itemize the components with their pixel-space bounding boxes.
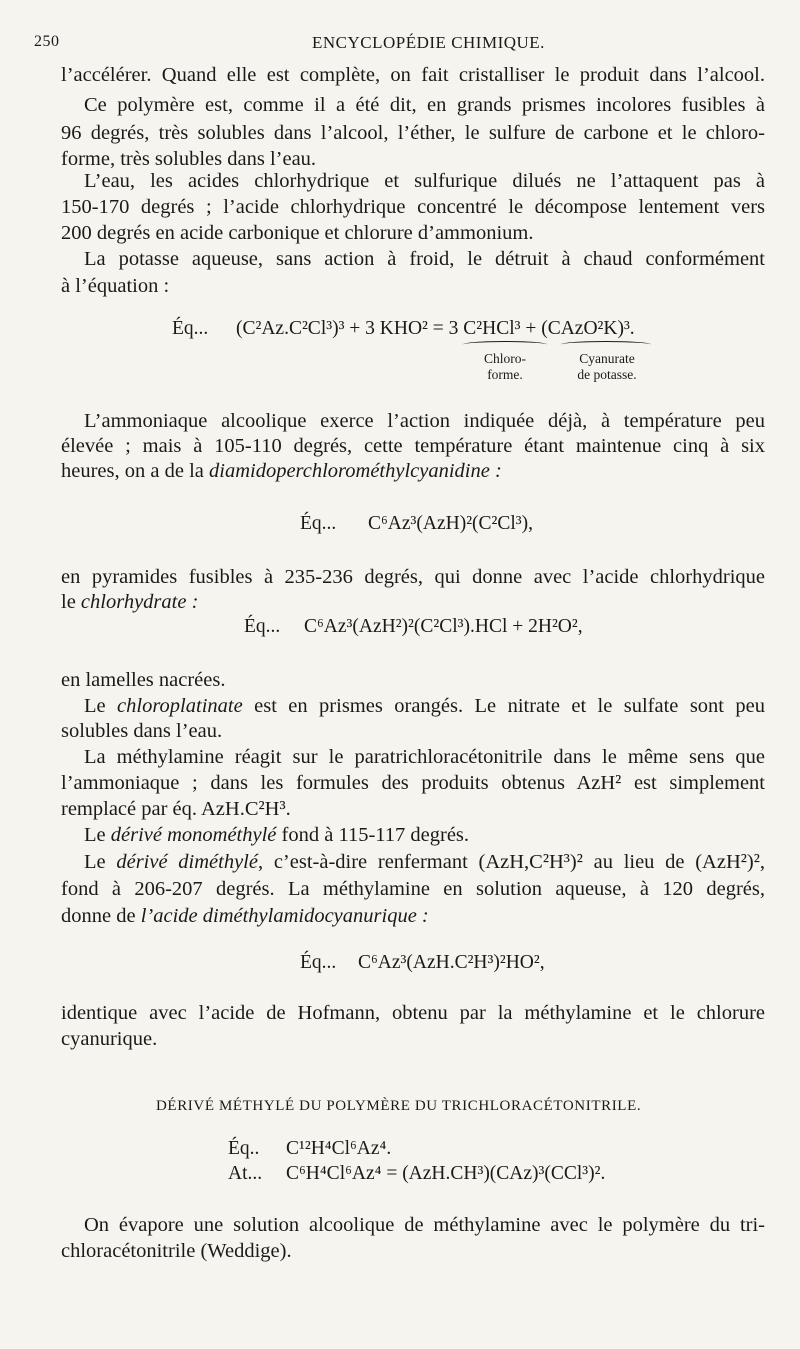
equation-note: Cyanurate de potasse.	[577, 351, 637, 382]
text-line: 200 degrés en acide carbonique et chlorure d’ammonium.	[61, 222, 534, 244]
text-line: 96 degrés, très solubles dans l’alcool, l’éther, le sulfure de carbone et le chloro-	[61, 122, 765, 144]
text-line: identique avec l’acide de Hofmann, obtenu par la méthylamine et le chlorure	[61, 1002, 765, 1024]
text-line: fond à 206-207 degrés. La méthylamine en solution aqueuse, à 120 degrés,	[61, 878, 765, 900]
text-line: La potasse aqueuse, sans action à froid, le détruit à chaud conformément	[84, 248, 765, 270]
text-line: élevée ; mais à 105-110 degrés, cette température étant maintenue cinq à six	[61, 435, 765, 457]
equation-formula: C⁶Az³(AzH²)²(C²Cl³).HCl + 2H²O²,	[304, 616, 583, 637]
equation-formula: C⁶H⁴Cl⁶Az⁴ = (AzH.CH³)(CAz)³(CCl³)².	[286, 1163, 606, 1184]
equation-formula: (C²Az.C²Cl³)³ + 3 KHO² = 3 C²HCl³ + (CAzO²K)³.	[236, 318, 635, 339]
text-line: chloracétonitrile (Weddige).	[61, 1240, 292, 1262]
equation-label: Éq...	[300, 513, 337, 534]
section-heading: DÉRIVÉ MÉTHYLÉ DU POLYMÈRE DU TRICHLORACÉTONITRILE.	[156, 1098, 642, 1114]
equation-label: Éq...	[172, 318, 209, 339]
text-line: donne de l’acide diméthylamidocyanurique :	[61, 905, 429, 927]
running-title: ENCYCLOPÉDIE CHIMIQUE.	[312, 33, 545, 52]
equation-formula: C⁶Az³(AzH)²(C²Cl³),	[368, 513, 534, 534]
text-line: Le dérivé monométhylé fond à 115-117 degrés.	[84, 824, 470, 846]
text-line: forme, très solubles dans l’eau.	[61, 148, 317, 170]
text-line: à l’équation :	[61, 275, 170, 297]
text-line: Le chloroplatinate est en prismes orangés. Le nitrate et le sulfate sont peu	[84, 695, 766, 717]
equation-label: Éq...	[300, 952, 337, 973]
equation-formula: C⁶Az³(AzH.C²H³)²HO²,	[358, 952, 545, 973]
text-line: L’ammoniaque alcoolique exerce l’action indiquée déjà, à température peu	[84, 410, 765, 432]
equation-note: Chloro- forme.	[484, 351, 526, 382]
text-line: en lamelles nacrées.	[61, 669, 226, 691]
text-line: Ce polymère est, comme il a été dit, en grands prismes incolores fusibles à	[84, 94, 765, 116]
text-line: L’eau, les acides chlorhydrique et sulfurique dilués ne l’attaquent pas à	[84, 170, 765, 192]
text-line: Le dérivé diméthylé, c’est-à-dire renfermant (AzH,C²H³)² au lieu de (AzH²)²,	[84, 851, 765, 873]
text-line: le chlorhydrate :	[61, 591, 199, 613]
equation-label: Éq..	[228, 1138, 260, 1159]
text-line: en pyramides fusibles à 235-236 degrés, qui donne avec l’acide chlorhydrique	[61, 566, 765, 588]
text-line: cyanurique.	[61, 1028, 158, 1050]
text-line: l’ammoniaque ; dans les formules des produits obtenus AzH² est simplement	[61, 772, 765, 794]
underbrace	[561, 341, 651, 348]
text-line: heures, on a de la diamidoperchlorométhylcyanidine :	[61, 460, 502, 482]
text-line: On évapore une solution alcoolique de méthylamine avec le polymère du tri-	[84, 1214, 765, 1236]
equation-label: Éq...	[244, 616, 281, 637]
text-line: remplacé par éq. AzH.C²H³.	[61, 798, 291, 820]
text-line: 150-170 degrés ; l’acide chlorhydrique concentré le décompose lentement vers	[61, 196, 765, 218]
equation-label: At...	[228, 1163, 263, 1184]
text-line: solubles dans l’eau.	[61, 720, 223, 742]
underbrace	[463, 341, 547, 348]
text-line: l’accélérer. Quand elle est complète, on fait cristalliser le produit dans l’alcool.	[61, 64, 765, 86]
text-line: La méthylamine réagit sur le paratrichloracétonitrile dans le même sens que	[84, 746, 765, 768]
page-number: 250	[34, 33, 60, 50]
equation-formula: C¹²H⁴Cl⁶Az⁴.	[286, 1138, 392, 1159]
